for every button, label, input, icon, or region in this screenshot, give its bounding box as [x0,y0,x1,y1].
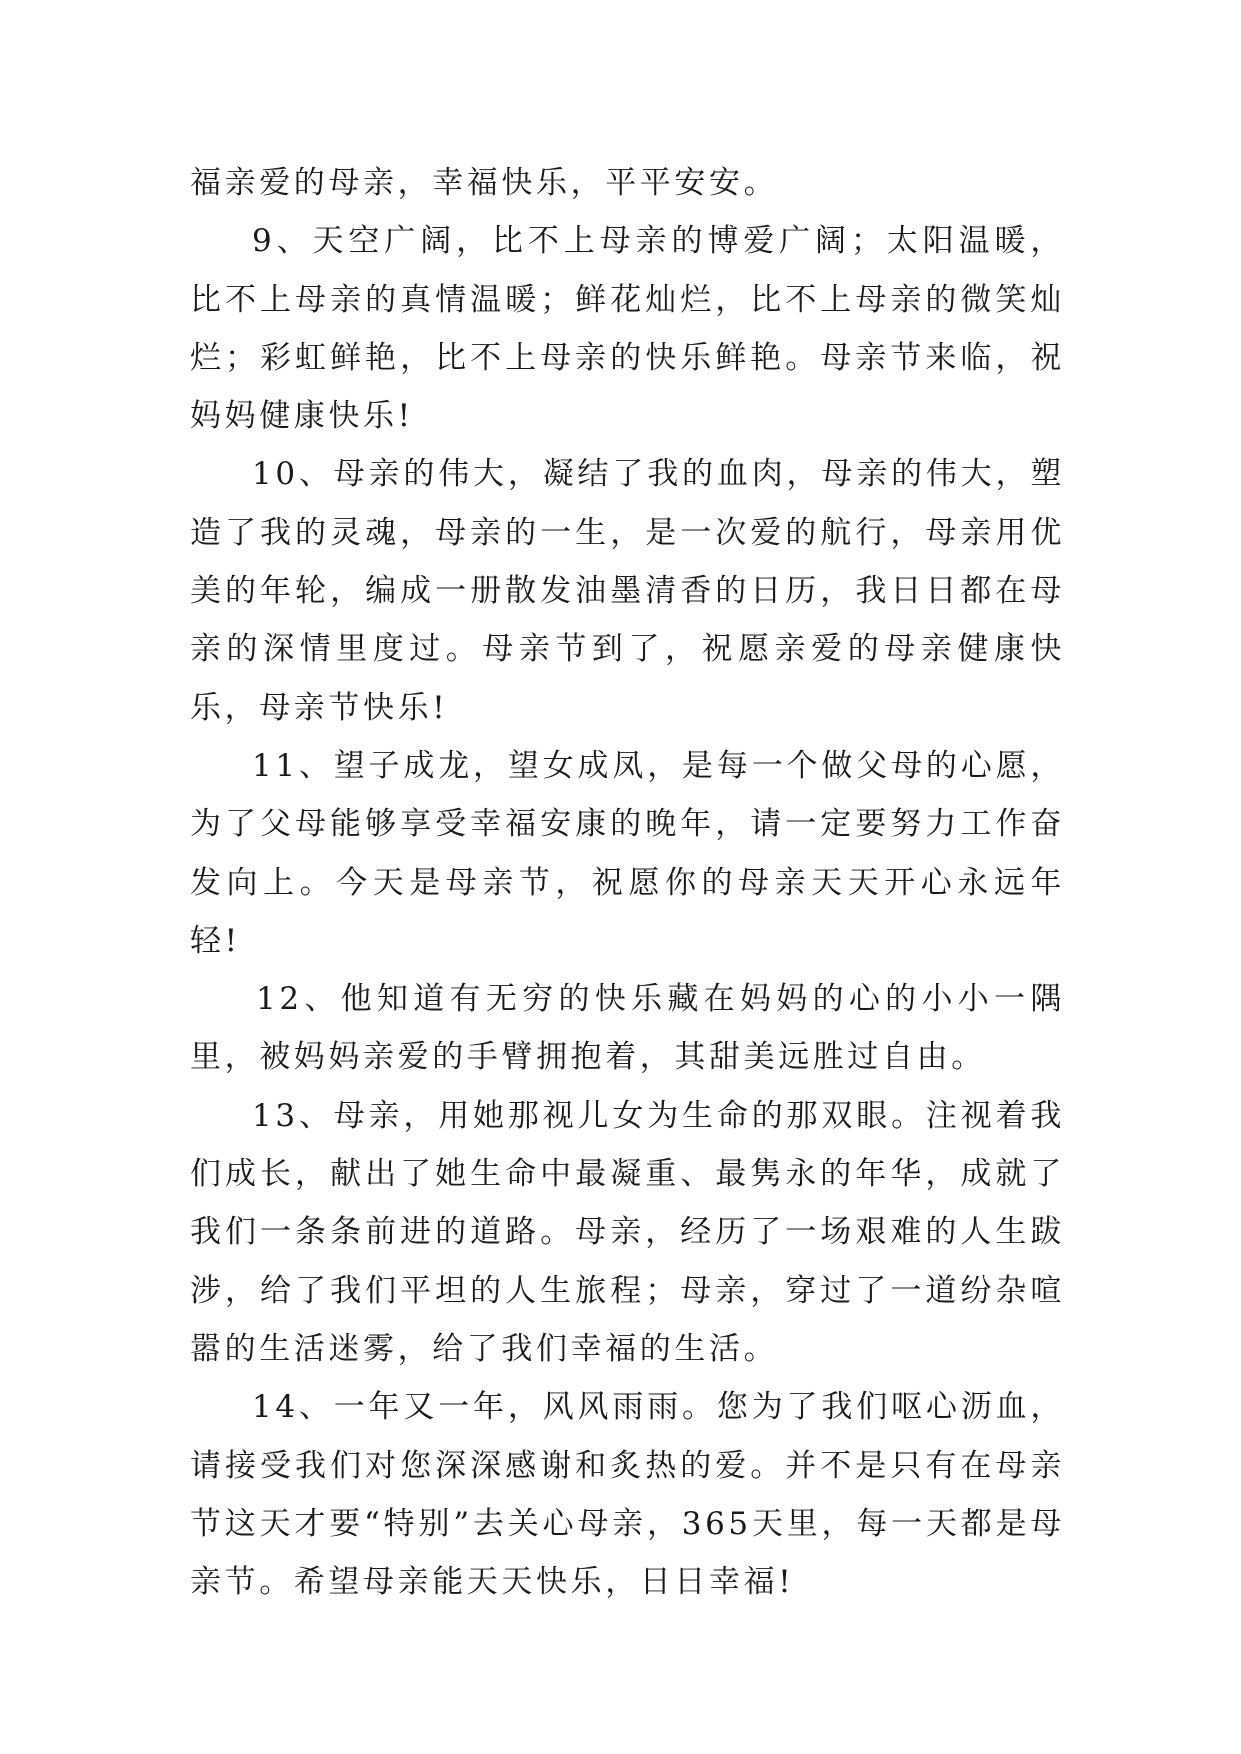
document-body [190,154,1065,1611]
paragraph-13: 13、母亲，用她那视儿女为生命的那双眼。注视着我们成长，献出了她生命中最凝重、最隽永的年华，成就了我们一条条前进的道路。母亲，经历了一场艰难的人生跋涉，给了我们平坦的人生旅程；母亲，穿过了一道纷杂喧嚣的生活迷雾，给了我们幸福的生活。 [190,1097,1065,1367]
paragraph-12: 12、他知道有无穷的快乐藏在妈妈的心的小小一隅里，被妈妈亲爱的手臂拥抱着，其甜美远胜过自由。 [190,981,1065,1076]
paragraph-11: 11、望子成龙，望女成凤，是每一个做父母的心愿，为了父母能够享受幸福安康的晚年，请一定要努力工作奋发向上。今天是母亲节，祝愿你的母亲天天开心永远年轻! [190,747,1065,959]
paragraph-continuation: 福亲爱的母亲，幸福快乐，平平安安。 [190,165,779,201]
paragraph-9: 9、天空广阔，比不上母亲的博爱广阔；太阳温暖，比不上母亲的真情温暖；鲜花灿烂，比不上母亲的微笑灿烂；彩虹鲜艳，比不上母亲的快乐鲜艳。母亲节来临，祝妈妈健康快乐! [190,223,1065,435]
paragraph-14: 14、一年又一年，风风雨雨。您为了我们呕心沥血，请接受我们对您深深感谢和炙热的爱。并不是只有在母亲节这天才要“特别”去关心母亲，365天里，每一天都是母亲节。希望母亲能天天快乐，日日幸福! [190,1389,1065,1601]
paragraph-10: 10、母亲的伟大，凝结了我的血肉，母亲的伟大，塑造了我的灵魂，母亲的一生，是一次爱的航行，母亲用优美的年轮，编成一册散发油墨清香的日历，我日日都在母亲的深情里度过。母亲节到了，祝愿亲爱的母亲健康快乐，母亲节快乐! [190,456,1065,726]
